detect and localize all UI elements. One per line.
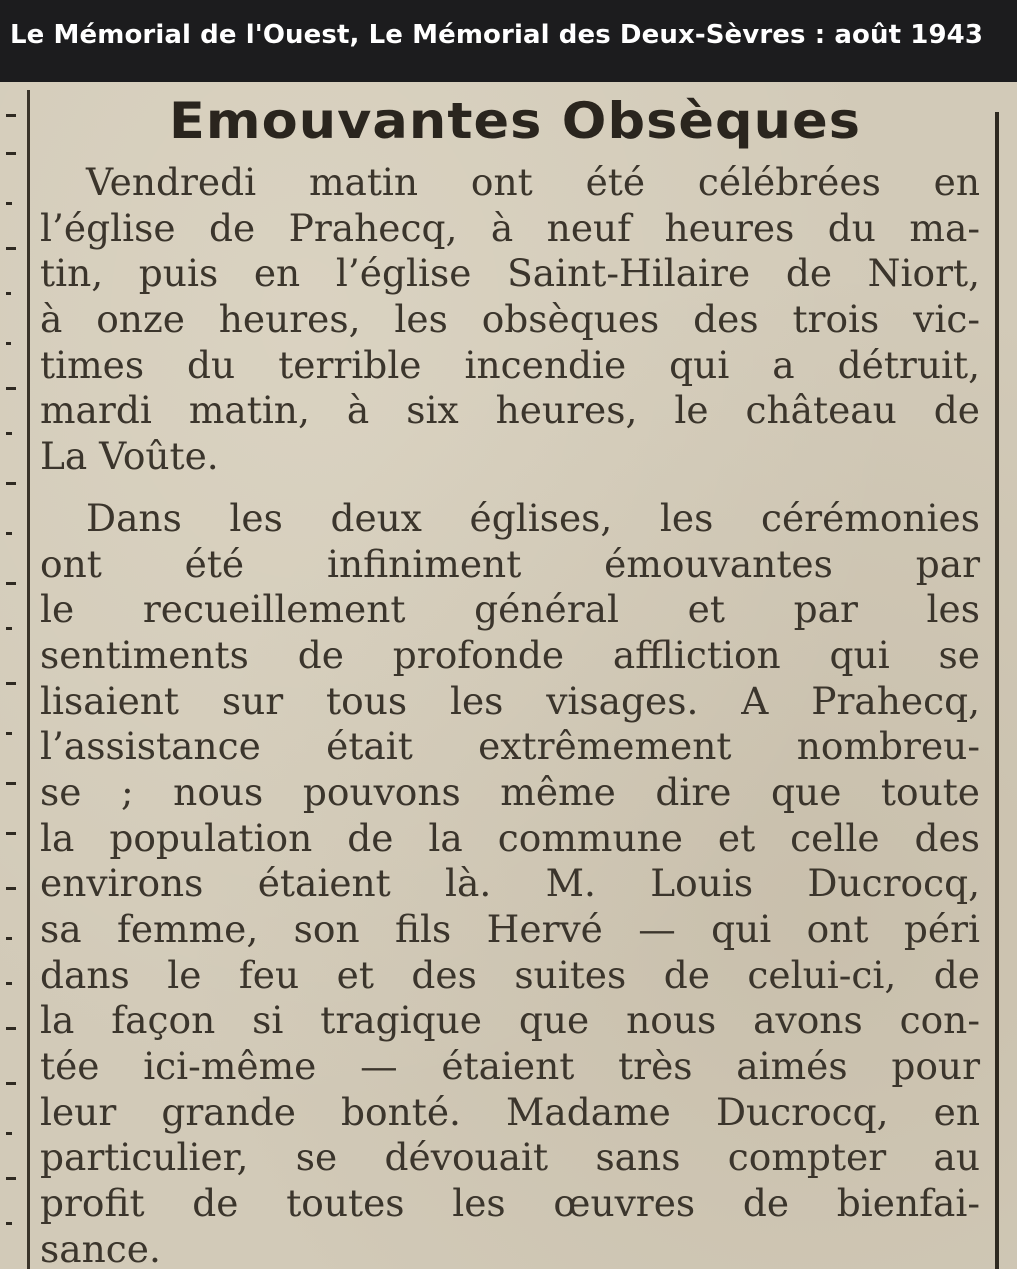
text-line: Dans les deux églises, les cérémonies (86, 495, 980, 540)
article-headline: Emouvantes Obsèques (168, 92, 862, 150)
text-line: sa femme, son fils Hervé — qui ont péri (40, 907, 980, 951)
text-line: leur grande bonté. Madame Ducrocq, en (40, 1089, 980, 1134)
text-line: à onze heures, les obsèques des trois vic- (40, 297, 980, 342)
paragraph-1 (40, 160, 980, 480)
newspaper-clipping (0, 82, 1017, 1269)
text-line: sance. (40, 1226, 161, 1269)
text-line: environs étaient là. M. Louis Ducrocq, (40, 861, 980, 906)
image-caption: Le Mémorial de l'Ouest, Le Mémorial des Deux-Sèvres : août 1943 (10, 20, 984, 50)
text-line: se ; nous pouvons même dire que toute (40, 769, 980, 814)
text-line: l’église de Prahecq, à neuf heures du ma- (40, 205, 980, 250)
text-line: le recueillement général et par les (40, 587, 980, 632)
text-line: la façon si tragique que nous avons con- (40, 998, 980, 1043)
text-line: tin, puis en l’église Saint-Hilaire de Niort, (40, 251, 980, 296)
right-column-rule (995, 112, 999, 1269)
paragraph-2 (40, 496, 980, 1269)
adjacent-column-fragment (0, 82, 24, 1269)
caption-bar (0, 0, 1017, 82)
text-line: profit de toutes les œuvres de bienfai- (40, 1181, 980, 1226)
text-line: dans le feu et des suites de celui-ci, de (40, 952, 980, 997)
text-line: sentiments de profonde affliction qui se (40, 632, 980, 677)
article-body (40, 160, 980, 1269)
text-line: particulier, se dévouait sans compter au (40, 1135, 980, 1180)
text-line: Vendredi matin ont été célébrées en (86, 160, 980, 204)
text-line: lisaient sur tous les visages. A Prahecq, (40, 678, 980, 723)
text-line: la population de la commune et celle des (40, 815, 980, 860)
text-line: l’assistance était extrêmement nombreu- (40, 724, 980, 769)
text-line: ont été infiniment émouvantes par (40, 541, 980, 586)
text-line: tée ici-même — étaient très aimés pour (40, 1044, 980, 1089)
text-line: mardi matin, à six heures, le château de (40, 388, 980, 433)
text-line: times du terrible incendie qui a détruit, (40, 342, 980, 387)
text-line: La Voûte. (40, 434, 219, 479)
left-column-rule (27, 90, 30, 1269)
